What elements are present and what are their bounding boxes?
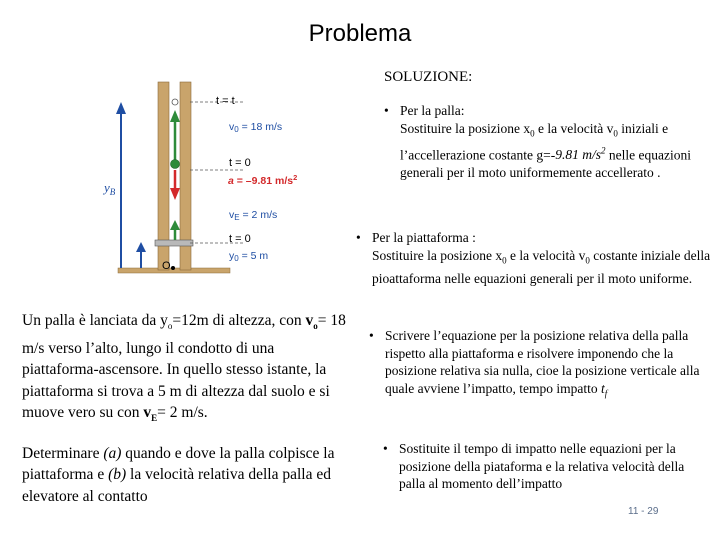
label-acceleration: a = –9.81 $m/s^2$ <box>228 173 298 187</box>
yB-arrowhead <box>116 102 126 114</box>
problem-paragraph-setup: Un palla è lanciata da $y_o=12m$ di altezza, con $v_o= 18$ m/s verso l’alto, lungo il condotto di una piattaforma-ascensore. In quello stesso istante, la piattaforma si trova a 5 m di altezza dal suolo e si muove vero su con $v_E= 2$ m/s. <box>22 312 346 424</box>
label-vE: vE = 2 m/s <box>229 209 278 222</box>
label-t-top: t = t <box>216 95 235 107</box>
label-t0-platform: t = 0 <box>229 233 251 245</box>
problem-statement <box>22 310 352 520</box>
origin-mark <box>171 266 175 270</box>
ball-top-marker <box>172 99 178 105</box>
v0-arrowhead <box>170 110 180 122</box>
solution-bullet-ball: • Per la palla: Sostituire la posizione $x_0$ e la velocità $v_0$ iniziali e l’accellerazione costante g=-9.81 $m/s^2$ nelle equazioni generali per il moto uniformemente accellerato . <box>384 103 692 180</box>
yE-arrowhead <box>136 242 146 252</box>
page-number: 11 - 29 <box>628 506 659 517</box>
bullet-mark: • <box>383 441 388 456</box>
label-t0-ball: t = 0 <box>229 157 251 169</box>
problem-paragraph-question: Determinare (a) quando e dove la palla colpisce la piattaforma e (b) la velocità relativa della palla ed elevatore al contatto <box>22 444 335 505</box>
solution-bullet-relative-position: • Scrivere l’equazione per la posizione relativa della palla rispetto alla piattaforma e risolvere imponendo che la posizione relativa sia nulla, cioe la posizione verticale alla quale avviene l’impatto, tempo impatto $t_f$ <box>369 328 700 399</box>
ball <box>171 160 180 169</box>
platform <box>155 240 193 246</box>
page-title: Problema <box>308 20 412 47</box>
solution-bullet-platform: • Per la piattaforma : Sostituire la posizione $x_0$ e la velocità $v_0$ costante iniziale della pioattaforma nelle equazioni generali per il moto uniforme. <box>356 230 711 286</box>
label-origin: O <box>162 260 171 272</box>
bullet-mark: • <box>369 328 374 343</box>
label-yB: $y_B$ <box>104 180 116 197</box>
bullet-mark: • <box>384 103 389 118</box>
label-y0: y0 = 5 m <box>229 250 269 263</box>
acceleration-arrowhead <box>170 188 180 200</box>
solution-bullet-impact: • Sostituite il tempo di impatto nelle equazioni per la posizione della piataforma e la relativa velocità della palla al momento dell’impatto <box>383 441 685 491</box>
label-v0: v0 = 18 m/s <box>229 121 283 134</box>
vE-arrowhead <box>170 220 180 230</box>
bullet-mark: • <box>356 230 361 245</box>
solution-heading: SOLUZIONE: <box>384 69 473 85</box>
